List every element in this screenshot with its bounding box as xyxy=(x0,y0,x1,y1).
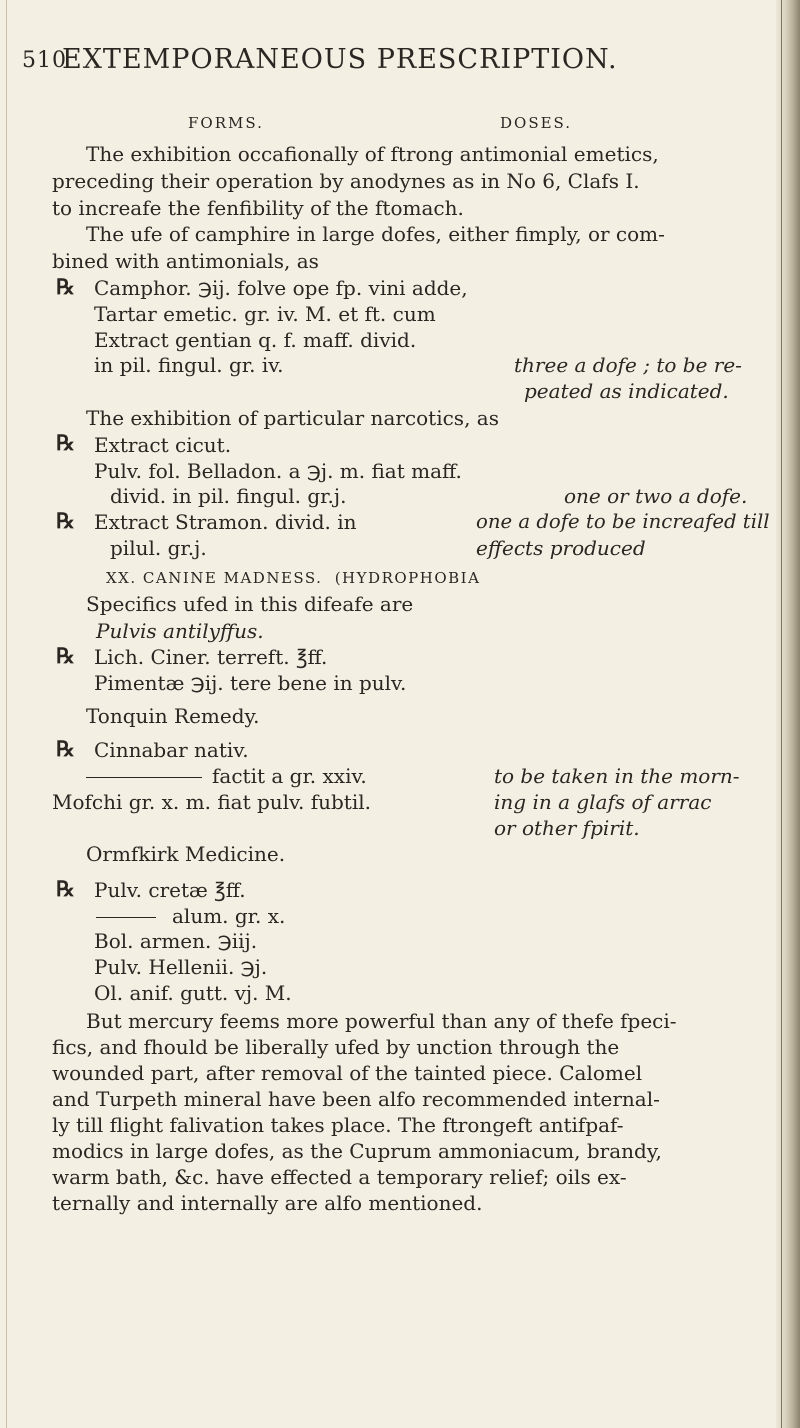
rx-symbol: ℞ xyxy=(56,876,75,901)
dose-note: ing in a glafs of arrac xyxy=(494,790,712,814)
prescription-line: Pulv. Hellenii. ℈j. xyxy=(94,955,268,979)
intro-line: to increafe the fenfibility of the ftomach. xyxy=(52,196,464,220)
dose-note: peated as indicated. xyxy=(524,379,729,403)
prescription-line: Lich. Ciner. terreft. ℥ff. xyxy=(94,645,328,669)
rx-symbol: ℞ xyxy=(56,643,75,668)
page-left-edge xyxy=(6,0,7,1428)
rx-symbol: ℞ xyxy=(56,430,75,455)
page-fold-line xyxy=(781,0,782,1428)
prescription-line: Extract gentian q. f. maff. divid. xyxy=(94,328,417,352)
running-head: EXTEMPORANEOUS PRESCRIPTION. xyxy=(62,44,618,75)
remedy-title: Pulvis antilyffus. xyxy=(96,619,264,643)
rx-symbol: ℞ xyxy=(56,508,75,533)
prescription-line: Camphor. ℈ij. folve ope fp. vini adde, xyxy=(94,276,468,300)
prescription-line: Extract cicut. xyxy=(94,433,232,457)
prescription-line: Pulv. fol. Belladon. a ℈j. m. fiat maff. xyxy=(94,459,462,483)
remedy-title: Tonquin Remedy. xyxy=(86,704,260,728)
rx-symbol: ℞ xyxy=(56,274,75,299)
prescription-line: Tartar emetic. gr. iv. M. et ft. cum xyxy=(94,302,436,326)
dose-note: or other fpirit. xyxy=(494,816,640,840)
rx-symbol: ℞ xyxy=(56,736,75,761)
ditto-rule xyxy=(86,777,202,778)
remedy-title: Ormfkirk Medicine. xyxy=(86,842,286,866)
closing-line: fics, and fhould be liberally ufed by unction through the xyxy=(52,1035,620,1059)
prescription-line: Mofchi gr. x. m. fiat pulv. fubtil. xyxy=(52,790,371,814)
ditto-rule xyxy=(96,917,156,918)
dose-note: one or two a dofe. xyxy=(564,484,748,508)
intro-line: The ufe of camphire in large dofes, either fimply, or com- xyxy=(86,222,665,246)
prescription-line: pilul. gr.j. xyxy=(110,536,207,560)
forms-heading: FORMS. xyxy=(188,114,264,132)
dose-note: to be taken in the morn- xyxy=(494,764,740,788)
closing-line: ternally and internally are alfo mentioned. xyxy=(52,1191,483,1215)
page-header xyxy=(0,44,780,84)
prescription-line: Pulv. cretæ ℥ff. xyxy=(94,878,246,902)
closing-line: and Turpeth mineral have been alfo recommended internal- xyxy=(52,1087,660,1111)
prescription-line: in pil. fingul. gr. iv. xyxy=(94,353,284,377)
specifics-intro: Specifics ufed in this difeafe are xyxy=(86,592,414,616)
closing-line: ly till flight falivation takes place. The ftrongeft antifpaf- xyxy=(52,1113,624,1137)
dose-note: one a dofe to be increafed till xyxy=(476,510,770,533)
dose-note: effects produced xyxy=(476,536,646,560)
intro-line: preceding their operation by anodynes as in No 6, Clafs I. xyxy=(52,169,640,193)
page-number: 510 xyxy=(22,48,67,73)
prescription-line: Ol. anif. gutt. vj. M. xyxy=(94,981,292,1005)
closing-line: modics in large dofes, as the Cuprum ammoniacum, brandy, xyxy=(52,1139,662,1163)
prescription-line: Extract Stramon. divid. in xyxy=(94,510,357,534)
prescription-line: alum. gr. x. xyxy=(172,904,286,928)
prescription-line: Cinnabar nativ. xyxy=(94,738,249,762)
prescription-line: factit a gr. xxiv. xyxy=(212,764,367,788)
closing-line: warm bath, &c. have effected a temporary relief; oils ex- xyxy=(52,1165,627,1189)
doses-heading: DOSES. xyxy=(500,114,573,132)
page-right-edge xyxy=(776,0,800,1428)
section-heading-main: XX. CANINE MADNESS. xyxy=(106,569,323,587)
closing-line: wounded part, after removal of the tainted piece. Calomel xyxy=(52,1061,643,1085)
prescription-line: Pimentæ ℈ij. tere bene in pulv. xyxy=(94,671,407,695)
intro-line: The exhibition occafionally of ftrong antimonial emetics, xyxy=(86,142,659,166)
dose-note: three a dofe ; to be re- xyxy=(514,353,742,377)
prescription-line: divid. in pil. fingul. gr.j. xyxy=(110,484,347,508)
closing-line: But mercury feems more powerful than any of thefe fpeci- xyxy=(86,1009,677,1033)
section-heading xyxy=(106,566,480,590)
prescription-line: Bol. armen. ℈iij. xyxy=(94,929,258,953)
narcotics-intro: The exhibition of particular narcotics, as xyxy=(86,406,499,430)
section-heading-paren: (HYDROPHOBIA xyxy=(334,569,481,587)
intro-line: bined with antimonials, as xyxy=(52,249,319,273)
